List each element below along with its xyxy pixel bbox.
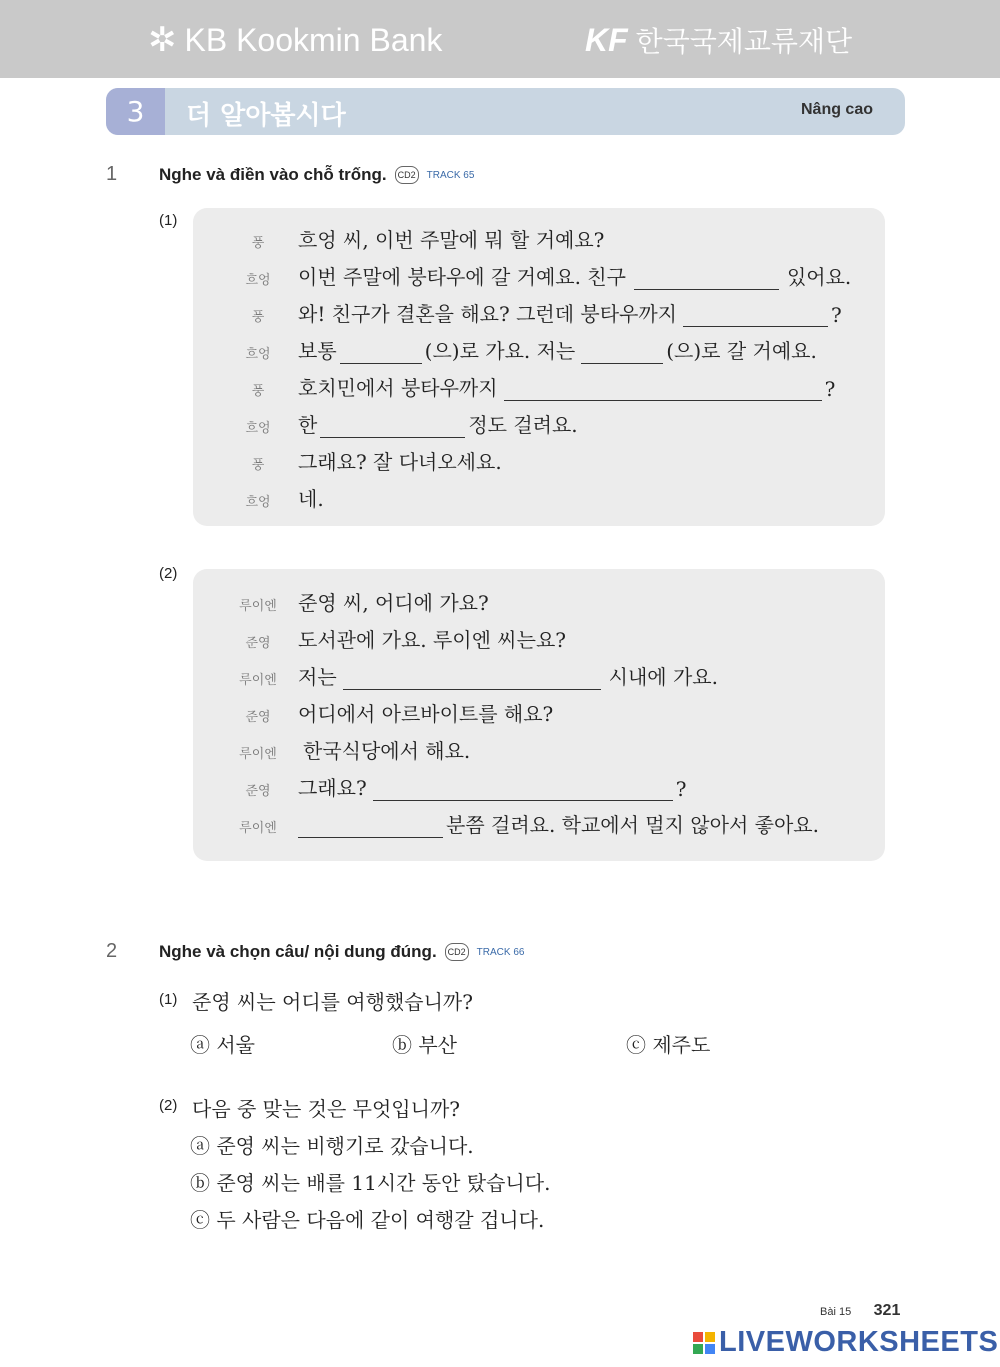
- dialogue-line: [193, 587, 885, 617]
- question-2-number: 2: [106, 940, 118, 962]
- fill-blank[interactable]: [298, 815, 443, 838]
- dialogue-text: 분쯤 걸려요. 학교에서 멀지 않아서 좋아요.: [446, 813, 819, 837]
- speaker-label: 루이엔: [239, 821, 277, 836]
- dialogue-line: [193, 483, 885, 513]
- speaker-label: 풍: [251, 458, 265, 473]
- dialogue-line: [193, 772, 885, 802]
- dialogue-line: [193, 809, 885, 839]
- cd-icon: CD2: [395, 166, 419, 184]
- speaker-label: 흐엉: [245, 273, 271, 288]
- liveworksheets-watermark: [693, 1326, 998, 1359]
- dialogue-line: [193, 624, 885, 654]
- dialogue-text: 준영 씨, 어디에 가요?: [298, 591, 489, 615]
- fill-blank[interactable]: [634, 267, 779, 290]
- dialogue-text: 저는: [298, 665, 337, 689]
- dialogue-text: 어디에서 아르바이트를 해요?: [298, 702, 554, 726]
- kb-kookmin-bank-logo: [148, 20, 442, 60]
- dialogue-text: ?: [831, 303, 842, 327]
- dialogue-text: 시내에 가요.: [608, 665, 718, 689]
- fill-blank[interactable]: [343, 667, 601, 690]
- fill-blank[interactable]: [581, 341, 663, 364]
- dialogue-line: [193, 446, 885, 476]
- dialogue-text: 그래요?: [298, 776, 367, 800]
- question-1-text: Nghe và điền vào chỗ trống.: [159, 165, 387, 184]
- fill-blank[interactable]: [373, 778, 673, 801]
- dialogue-text: ?: [824, 377, 836, 401]
- fill-blank[interactable]: [504, 378, 822, 401]
- track-label: TRACK 66: [476, 946, 525, 958]
- kf-mark: KF: [585, 21, 628, 58]
- page-number: 321: [873, 1302, 901, 1319]
- dialogue-line: [193, 224, 885, 254]
- speaker-label: 풍: [251, 310, 265, 325]
- dialogue-line: [193, 372, 885, 402]
- speaker-label: 루이엔: [239, 747, 277, 762]
- q1-part1-label: (1): [159, 212, 178, 229]
- speaker-label: 준영: [245, 784, 271, 799]
- korea-foundation-logo: [585, 20, 852, 60]
- dialogue-text: 한: [298, 413, 318, 437]
- page-footer: [820, 1302, 900, 1320]
- answer-option-a[interactable]: ⓐ 준영 씨는 비행기로 갔습니다.: [190, 1134, 474, 1158]
- section-level: Nâng cao: [800, 101, 873, 118]
- track-label: TRACK 65: [426, 169, 475, 181]
- watermark-text: LIVEWORKSHEETS: [719, 1326, 999, 1358]
- speaker-label: 준영: [245, 636, 271, 651]
- fill-blank[interactable]: [340, 341, 422, 364]
- dialogue-text: (으)로 가요. 저는: [424, 339, 576, 363]
- dialogue-line: [193, 298, 885, 328]
- speaker-label: 루이엔: [239, 673, 277, 688]
- dialogue-text: 보통: [298, 339, 337, 363]
- lesson-label: Bài 15: [820, 1306, 852, 1318]
- question-1-number: 1: [106, 163, 118, 185]
- question-2-text: Nghe và chọn câu/ nội dung đúng.: [159, 942, 437, 961]
- q2-part2-question: 다음 중 맞는 것은 무엇입니까?: [192, 1097, 460, 1121]
- dialogue-box-1: [193, 208, 885, 526]
- section-number: 3: [106, 88, 165, 135]
- dialogue-text: 흐엉 씨, 이번 주말에 뭐 할 거예요?: [298, 228, 605, 252]
- foundation-logo-text: 한국국제교류재단: [635, 25, 853, 58]
- cd-icon: CD2: [445, 943, 469, 961]
- speaker-label: 흐엉: [245, 347, 271, 362]
- answer-option-b[interactable]: ⓑ 부산: [392, 1033, 457, 1057]
- dialogue-line: [193, 698, 885, 728]
- section-title-bar: [106, 88, 905, 135]
- dialogue-text: 호치민에서 붕타우까지: [298, 376, 498, 400]
- dialogue-line: [193, 661, 885, 691]
- dialogue-text: 있어요.: [786, 265, 852, 289]
- speaker-label: 풍: [251, 236, 265, 251]
- dialogue-text: 정도 걸려요.: [468, 413, 578, 437]
- answer-option-b[interactable]: ⓑ 준영 씨는 배를 11시간 동안 탔습니다.: [190, 1171, 551, 1195]
- speaker-label: 흐엉: [245, 421, 271, 436]
- section-title: 더 알아봅시다: [186, 101, 346, 131]
- liveworksheets-logo-icon: [693, 1332, 715, 1354]
- page-header: [0, 0, 1000, 78]
- dialogue-text: 네.: [298, 487, 324, 511]
- dialogue-line: [193, 261, 885, 291]
- q1-part2-label: (2): [159, 565, 178, 582]
- dialogue-text: 도서관에 가요. 루이엔 씨는요?: [298, 628, 566, 652]
- speaker-label: 풍: [251, 384, 265, 399]
- bank-logo-text: KB Kookmin Bank: [184, 21, 443, 58]
- dialogue-line: [193, 335, 885, 365]
- fill-blank[interactable]: [320, 415, 465, 438]
- answer-option-a[interactable]: ⓐ 서울: [190, 1033, 255, 1057]
- q2-part1-label: (1): [159, 991, 178, 1008]
- dialogue-line: [193, 735, 885, 765]
- dialogue-line: [193, 409, 885, 439]
- q2-part2-label: (2): [159, 1097, 178, 1114]
- dialogue-text: 와! 친구가 결혼을 해요? 그런데 붕타우까지: [298, 302, 677, 326]
- dialogue-text: ?: [675, 777, 687, 801]
- dialogue-text: (으)로 갈 거예요.: [666, 339, 817, 363]
- dialogue-text: 이번 주말에 붕타우에 갈 거예요. 친구: [298, 265, 626, 289]
- fill-blank[interactable]: [683, 304, 828, 327]
- kb-star-icon: ✲: [148, 21, 177, 59]
- answer-option-c[interactable]: ⓒ 제주도: [626, 1033, 711, 1057]
- question-2-instruction: [159, 942, 524, 962]
- q2-part1-question: 준영 씨는 어디를 여행했습니까?: [192, 990, 473, 1014]
- dialogue-text: 그래요? 잘 다녀오세요.: [298, 450, 502, 474]
- speaker-label: 루이엔: [239, 599, 277, 614]
- speaker-label: 흐엉: [245, 495, 271, 510]
- speaker-label: 준영: [245, 710, 271, 725]
- dialogue-text: 한국식당에서 해요.: [303, 739, 471, 763]
- dialogue-box-2: [193, 569, 885, 861]
- answer-option-c[interactable]: ⓒ 두 사람은 다음에 같이 여행갈 겁니다.: [190, 1208, 545, 1232]
- question-1-instruction: [159, 165, 474, 185]
